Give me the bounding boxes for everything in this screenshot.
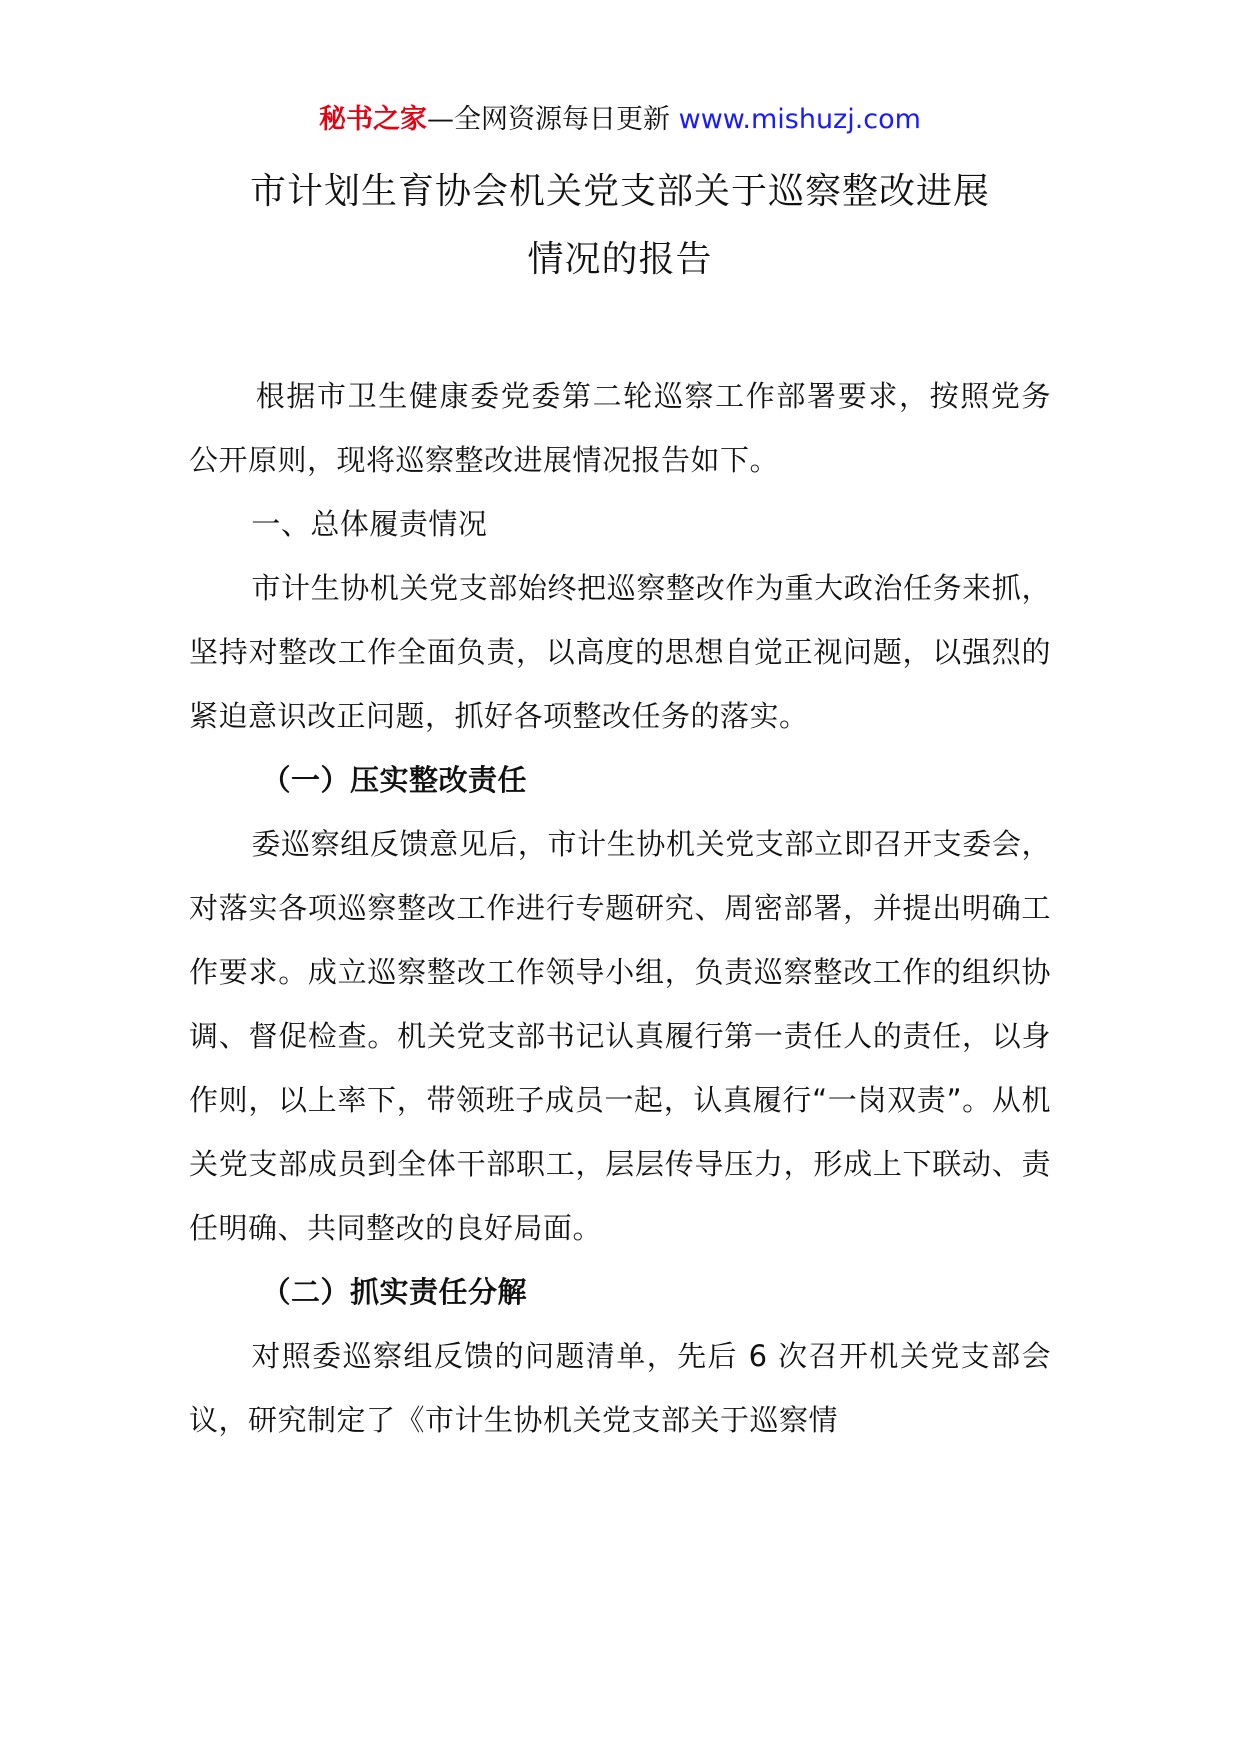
document-title-line-2: 情况的报告: [527, 239, 713, 280]
intro-paragraph: 根据市卫生健康委党委第二轮巡察工作部署要求，按照党务公开原则，现将巡察整改进展情况报告如下。: [189, 379, 1051, 477]
subsection-1-heading: （一）压实整改责任: [261, 763, 528, 797]
subsection-2-paragraph: 对照委巡察组反馈的问题清单，先后 6 次召开机关党支部会议，研究制定了《市计生协机关党支部关于巡察情: [189, 1339, 1051, 1437]
watermark-tagline: —全网资源每日更新: [427, 104, 679, 135]
section-1-heading: 一、总体履责情况: [251, 507, 488, 541]
watermark-url-link[interactable]: www.mishuzj.com: [678, 104, 921, 135]
site-watermark-header: [189, 100, 1051, 140]
document-body: [189, 364, 1051, 1452]
watermark-brand: 秘书之家: [319, 104, 428, 135]
document-title-line-1: 市计划生育协会机关党支部关于巡察整改进展: [249, 171, 990, 212]
document-title: [189, 158, 1051, 294]
section-1-paragraph: 市计生协机关党支部始终把巡察整改作为重大政治任务来抓，坚持对整改工作全面负责，以高度的思想自觉正视问题，以强烈的紧迫意识改正问题，抓好各项整改任务的落实。: [189, 571, 1051, 733]
document-page: [189, 100, 1051, 1452]
subsection-1-paragraph: 委巡察组反馈意见后，市计生协机关党支部立即召开支委会，对落实各项巡察整改工作进行专题研究、周密部署，并提出明确工作要求。成立巡察整改工作领导小组，负责巡察整改工作的组织协调、督促检查。机关党支部书记认真履行第一责任人的责任，以身作则，以上率下，带领班子成员一起，认真履行“一岗双责”。从机关党支部成员到全体干部职工，层层传导压力，形成上下联动、责任明确、共同整改的良好局面。: [189, 827, 1051, 1245]
subsection-2-heading: （二）抓实责任分解: [261, 1275, 528, 1309]
